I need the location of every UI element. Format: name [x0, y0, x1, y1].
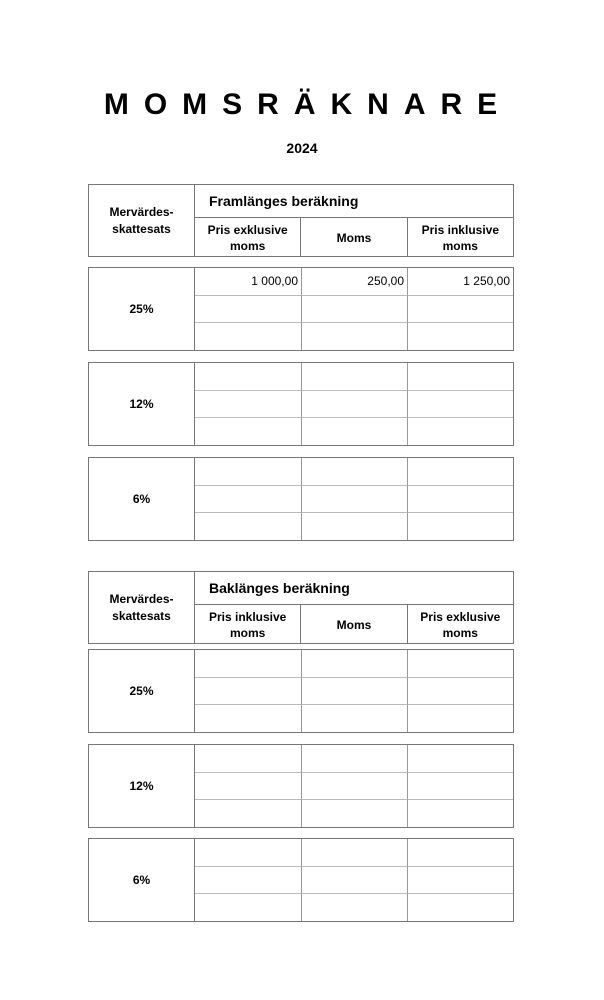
- value-cell[interactable]: [407, 839, 513, 866]
- value-cell[interactable]: [195, 799, 301, 827]
- rate-column-header: Mervärdes- skattesats: [89, 572, 195, 643]
- value-cell[interactable]: [407, 390, 513, 417]
- value-cell[interactable]: [407, 295, 513, 322]
- column-header: Moms: [300, 605, 406, 644]
- value-cell[interactable]: 1 000,00: [251, 274, 298, 288]
- section-header: [88, 184, 514, 257]
- value-cell[interactable]: [407, 704, 513, 732]
- column-header: Pris inklusive moms: [407, 218, 513, 257]
- value-cell[interactable]: [301, 799, 407, 827]
- value-cell[interactable]: [407, 799, 513, 827]
- value-cell[interactable]: [407, 512, 513, 540]
- section-heading: Framlänges beräkning: [209, 193, 359, 209]
- value-cell[interactable]: [301, 704, 407, 732]
- rate-column-header: Mervärdes- skattesats: [89, 185, 195, 256]
- value-cell[interactable]: [195, 772, 301, 799]
- value-cell[interactable]: [301, 772, 407, 799]
- value-grid: [195, 839, 513, 921]
- value-cell[interactable]: [195, 839, 301, 866]
- value-cell[interactable]: [301, 363, 407, 390]
- value-cell[interactable]: [407, 893, 513, 921]
- value-cell[interactable]: [301, 295, 407, 322]
- value-grid: [195, 745, 513, 827]
- rate-group: [88, 362, 514, 446]
- value-grid: [195, 458, 513, 540]
- rate-group: [88, 649, 514, 733]
- rate-label: 6%: [89, 839, 195, 921]
- value-cell[interactable]: [407, 745, 513, 772]
- value-grid: [195, 363, 513, 445]
- value-cell[interactable]: [301, 322, 407, 350]
- value-cell[interactable]: [301, 677, 407, 704]
- rate-label: 25%: [89, 268, 195, 350]
- rate-label: 12%: [89, 745, 195, 827]
- value-grid: [195, 268, 513, 350]
- column-header: Moms: [300, 218, 406, 257]
- page-title: MOMSRÄKNARE: [103, 88, 513, 121]
- column-headers: [195, 217, 513, 257]
- value-cell[interactable]: [195, 893, 301, 921]
- section-heading: Baklänges beräkning: [209, 580, 350, 596]
- rate-group: [88, 267, 514, 351]
- year-label: 2024: [286, 140, 318, 156]
- value-cell[interactable]: [301, 893, 407, 921]
- value-cell[interactable]: [195, 322, 301, 350]
- value-cell[interactable]: [301, 745, 407, 772]
- value-cell[interactable]: [195, 390, 301, 417]
- value-cell[interactable]: [301, 839, 407, 866]
- value-cell[interactable]: [407, 650, 513, 677]
- value-cell[interactable]: [407, 417, 513, 445]
- value-cell[interactable]: 1 250,00: [407, 268, 513, 295]
- value-grid: [195, 650, 513, 732]
- value-cell[interactable]: [407, 363, 513, 390]
- column-header: Pris exklusive moms: [407, 605, 513, 644]
- value-cell[interactable]: [195, 485, 301, 512]
- value-cell[interactable]: [195, 866, 301, 893]
- value-cell[interactable]: [301, 458, 407, 485]
- value-cell[interactable]: [301, 390, 407, 417]
- value-cell[interactable]: [407, 322, 513, 350]
- value-cell[interactable]: [195, 417, 301, 445]
- value-cell[interactable]: [195, 295, 301, 322]
- value-cell[interactable]: [301, 417, 407, 445]
- value-cell[interactable]: 250,00: [301, 268, 407, 295]
- value-cell[interactable]: [407, 866, 513, 893]
- value-cell[interactable]: [195, 458, 301, 485]
- section-header: [88, 571, 514, 644]
- column-headers: [195, 604, 513, 644]
- value-cell[interactable]: [195, 363, 301, 390]
- rate-label: 25%: [89, 650, 195, 732]
- value-cell[interactable]: [195, 512, 301, 540]
- value-cell[interactable]: [195, 677, 301, 704]
- value-cell[interactable]: [407, 677, 513, 704]
- rate-group: [88, 838, 514, 922]
- value-cell[interactable]: [301, 485, 407, 512]
- rate-label: 12%: [89, 363, 195, 445]
- value-cell[interactable]: [407, 772, 513, 799]
- rate-group: [88, 457, 514, 541]
- value-cell[interactable]: [301, 650, 407, 677]
- rate-label: 6%: [89, 458, 195, 540]
- value-cell[interactable]: [407, 485, 513, 512]
- value-cell[interactable]: [195, 704, 301, 732]
- column-header: Pris inklusive moms: [208, 609, 287, 640]
- value-cell[interactable]: [195, 745, 301, 772]
- value-cell[interactable]: [195, 650, 301, 677]
- value-cell[interactable]: [301, 866, 407, 893]
- value-cell[interactable]: [301, 512, 407, 540]
- rate-group: [88, 744, 514, 828]
- value-cell[interactable]: [407, 458, 513, 485]
- column-header: Pris exklusive moms: [207, 222, 288, 253]
